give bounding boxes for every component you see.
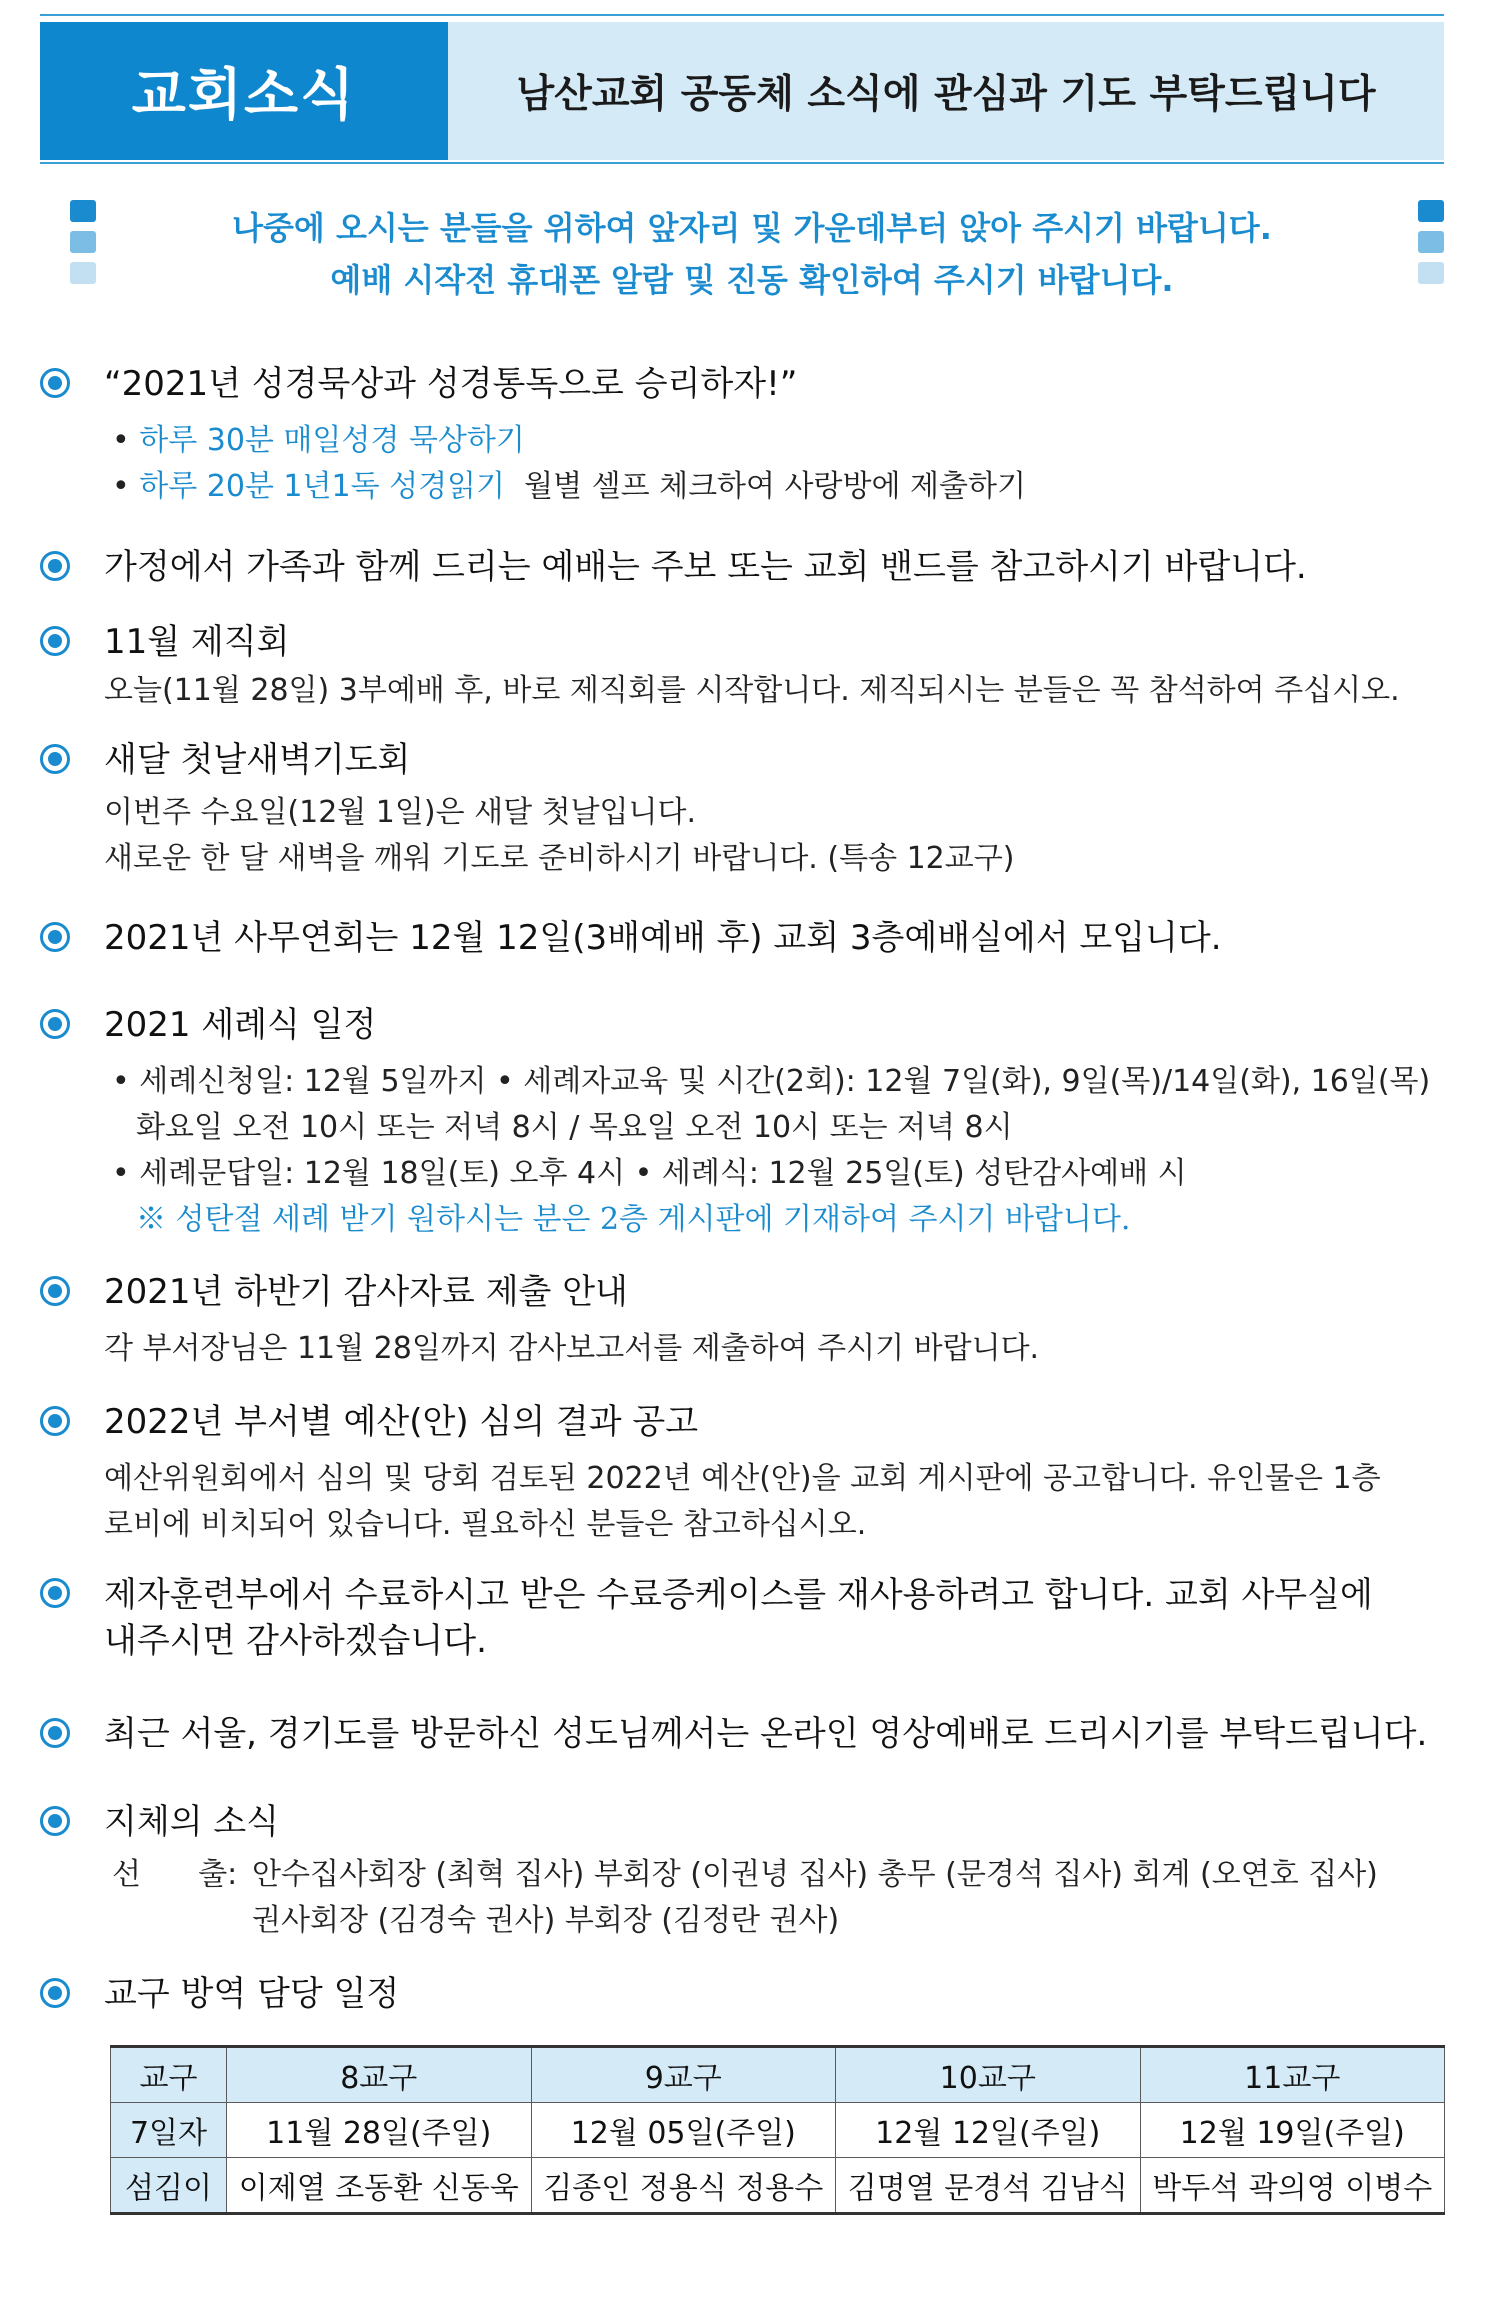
item-title: 새달 첫날새벽기도회 xyxy=(104,740,411,780)
bullet-icon xyxy=(40,1718,70,1748)
notice-line-2: 예배 시작전 휴대폰 알람 및 진동 확인하여 주시기 바랍니다. xyxy=(330,261,1174,299)
table-row-header: 섬김이 xyxy=(111,2158,227,2214)
disinfection-schedule-table xyxy=(110,2045,1445,2215)
table-cell: 12월 19일(주일) xyxy=(1140,2103,1445,2158)
bullet-icon xyxy=(40,1978,70,2008)
table-header-cell: 11교구 xyxy=(1140,2047,1445,2103)
bullet-icon xyxy=(40,1578,70,1608)
table-row-header: 7일자 xyxy=(111,2103,227,2158)
section-subtitle: 남산교회 공동체 소식에 관심과 기도 부탁드립니다 xyxy=(448,22,1444,160)
motto-bullet-2-blue: 하루 20분 1년1독 성경읽기 xyxy=(139,469,506,504)
table-cell: 박두석 곽의영 이병수 xyxy=(1140,2158,1445,2214)
bullet-icon xyxy=(40,368,70,398)
bullet-icon xyxy=(40,1406,70,1436)
bullet-icon xyxy=(40,551,70,581)
dawn-line-1: 이번주 수요일(12월 1일)은 새달 첫날입니다. xyxy=(104,795,697,830)
cases-line-1: 제자훈련부에서 수료하시고 받은 수료증케이스를 재사용하려고 합니다. 교회 사무실에 xyxy=(104,1575,1373,1615)
decor-squares-left xyxy=(70,200,96,293)
bullet-icon xyxy=(40,1009,70,1039)
groups-line-1: 안수집사회장 (최혁 집사) 부회장 (이권녕 집사) 총무 (문경석 집사) 회계 (오연호 집사) xyxy=(252,1857,1378,1892)
notice-line-1: 나중에 오시는 분들을 위하여 앞자리 및 가운데부터 앉아 주시기 바랍니다. xyxy=(232,209,1272,247)
baptism-line-1: • 세례신청일: 12월 5일까지 • 세례자교육 및 시간(2회): 12월 7일(화), 9일(목)/14일(화), 16일(목) xyxy=(112,1064,1431,1099)
table-row xyxy=(111,2158,1445,2214)
table-cell: 12월 12일(주일) xyxy=(836,2103,1141,2158)
baptism-line-2: 화요일 오전 10시 또는 저녁 8시 / 목요일 오전 10시 또는 저녁 8시 xyxy=(136,1110,1013,1145)
item-title: 지체의 소식 xyxy=(104,1802,280,1842)
item-title: 교구 방역 담당 일정 xyxy=(104,1974,400,2014)
bullet-icon xyxy=(40,744,70,774)
item-title: 11월 제직회 xyxy=(104,622,290,662)
motto-bullet-2-rest: 월별 셀프 체크하여 사랑방에 제출하기 xyxy=(524,469,1026,504)
section-header xyxy=(40,22,1444,160)
table-row xyxy=(111,2103,1445,2158)
header-top-rule xyxy=(40,14,1444,16)
item-body: 오늘(11월 28일) 3부예배 후, 바로 제직회를 시작합니다. 제직되시는 분들은 꼭 참석하여 주십시오. xyxy=(104,673,1400,708)
header-bottom-rule xyxy=(40,162,1444,164)
bullet-icon xyxy=(40,922,70,952)
item-title: 2022년 부서별 예산(안) 심의 결과 공고 xyxy=(104,1402,699,1442)
table-cell: 12월 05일(주일) xyxy=(531,2103,836,2158)
groups-line-2: 권사회장 (김경숙 권사) 부회장 (김정란 권사) xyxy=(252,1903,840,1938)
budget-line-1: 예산위원회에서 심의 및 당회 검토된 2022년 예산(안)을 교회 게시판에 공고합니다. 유인물은 1층 xyxy=(104,1461,1381,1496)
table-header-cell: 8교구 xyxy=(227,2047,532,2103)
dawn-line-2: 새로운 한 달 새벽을 깨워 기도로 준비하시기 바랍니다. (특송 12교구) xyxy=(104,841,1015,876)
bullet-icon xyxy=(40,1276,70,1306)
decor-squares-right xyxy=(1418,200,1444,293)
groups-label: 선 출: xyxy=(112,1857,238,1892)
item-title: 2021년 하반기 감사자료 제출 안내 xyxy=(104,1272,628,1312)
item-title: 2021 세례식 일정 xyxy=(104,1005,377,1045)
item-title: 2021년 사무연회는 12월 12일(3배예배 후) 교회 3층예배실에서 모입니다. xyxy=(104,918,1222,958)
bullet-icon xyxy=(40,626,70,656)
bullet-icon xyxy=(40,1806,70,1836)
table-cell: 이제열 조동환 신동욱 xyxy=(227,2158,532,2214)
table-header-cell: 교구 xyxy=(111,2047,227,2103)
seating-notice xyxy=(60,200,1444,310)
item-title: 가정에서 가족과 함께 드리는 예배는 주보 또는 교회 밴드를 참고하시기 바랍니다. xyxy=(104,547,1307,587)
table-header-cell: 9교구 xyxy=(531,2047,836,2103)
table-header-row xyxy=(111,2047,1445,2103)
item-title: “2021년 성경묵상과 성경통독으로 승리하자!” xyxy=(104,364,798,404)
section-title: 교회소식 xyxy=(40,22,448,160)
motto-bullet-1: 하루 30분 매일성경 묵상하기 xyxy=(139,423,525,458)
table-cell: 김명열 문경석 김남식 xyxy=(836,2158,1141,2214)
item-body: 각 부서장님은 11월 28일까지 감사보고서를 제출하여 주시기 바랍니다. xyxy=(104,1331,1040,1366)
table-cell: 김종인 정용식 정용수 xyxy=(531,2158,836,2214)
table-header-cell: 10교구 xyxy=(836,2047,1141,2103)
baptism-note: ※ 성탄절 세례 받기 원하시는 분은 2층 게시판에 기재하여 주시기 바랍니다. xyxy=(136,1202,1131,1237)
budget-line-2: 로비에 비치되어 있습니다. 필요하신 분들은 참고하십시오. xyxy=(104,1507,867,1542)
cases-line-2: 내주시면 감사하겠습니다. xyxy=(104,1621,487,1661)
item-title: 최근 서울, 경기도를 방문하신 성도님께서는 온라인 영상예배로 드리시기를 부탁드립니다. xyxy=(104,1714,1428,1754)
baptism-line-3: • 세례문답일: 12월 18일(토) 오후 4시 • 세례식: 12월 25일(토) 성탄감사예배 시 xyxy=(112,1156,1187,1191)
table-cell: 11월 28일(주일) xyxy=(227,2103,532,2158)
